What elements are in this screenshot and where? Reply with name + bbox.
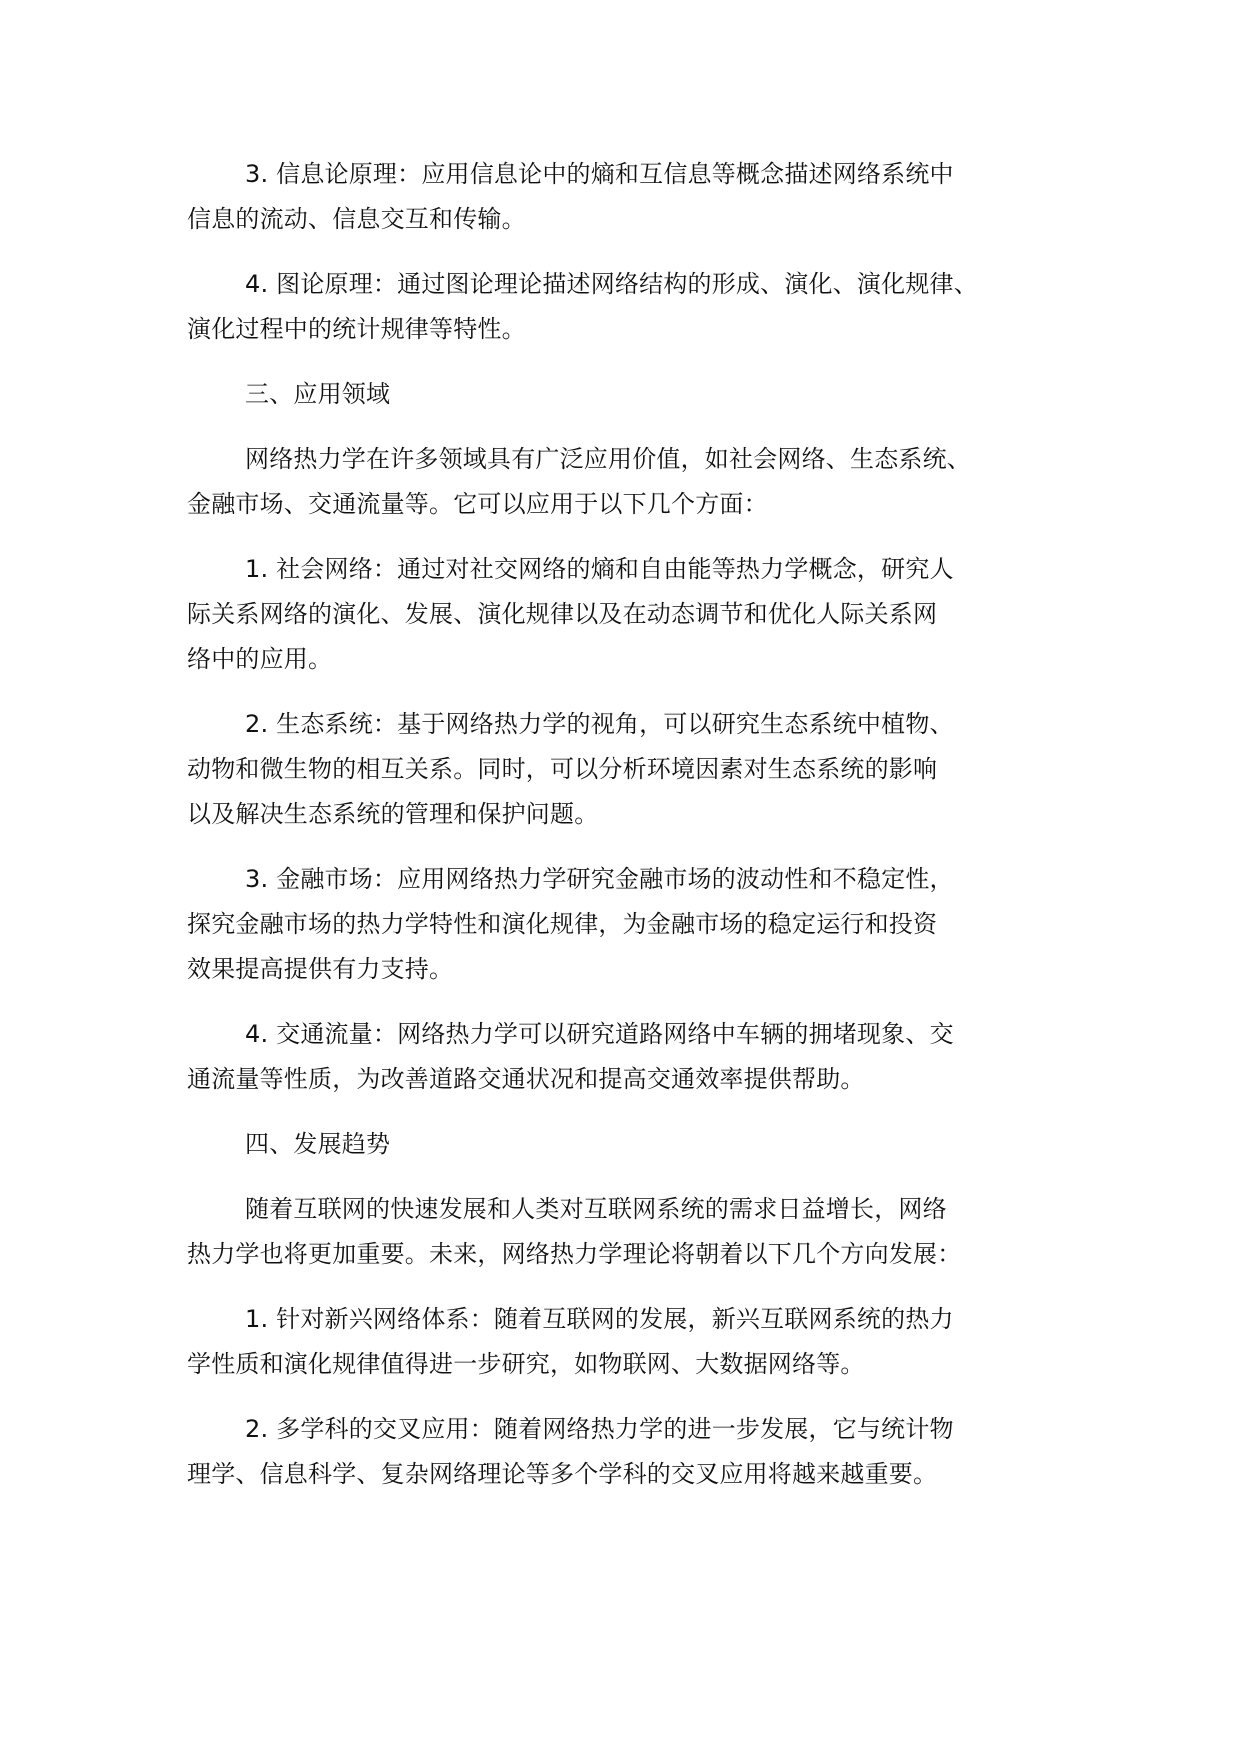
paragraph-graph-theory bbox=[187, 262, 1087, 352]
paragraph-line: 3. 金融市场：应用网络热力学研究金融市场的波动性和不稳定性， bbox=[245, 865, 954, 893]
paragraph-line: 热力学也将更加重要。未来，网络热力学理论将朝着以下几个方向发展： bbox=[187, 1240, 962, 1268]
paragraph-line: 以及解决生态系统的管理和保护问题。 bbox=[187, 800, 599, 828]
section-heading-trends bbox=[187, 1122, 1087, 1167]
paragraph-line: 3. 信息论原理：应用信息论中的熵和互信息等概念描述网络系统中 bbox=[245, 160, 954, 188]
paragraph-line: 学性质和演化规律值得进一步研究，如物联网、大数据网络等。 bbox=[187, 1350, 865, 1378]
paragraph-line: 1. 社会网络：通过对社交网络的熵和自由能等热力学概念，研究人 bbox=[245, 555, 954, 583]
paragraph-emerging-networks bbox=[187, 1297, 1087, 1387]
paragraph-line: 探究金融市场的热力学特性和演化规律，为金融市场的稳定运行和投资 bbox=[187, 910, 938, 938]
paragraph-line: 动物和微生物的相互关系。同时，可以分析环境因素对生态系统的影响 bbox=[187, 755, 938, 783]
paragraph-line: 2. 生态系统：基于网络热力学的视角，可以研究生态系统中植物、 bbox=[245, 710, 954, 738]
section-heading: 四、发展趋势 bbox=[245, 1130, 391, 1158]
document-body bbox=[187, 152, 1087, 1517]
paragraph-social-network bbox=[187, 547, 1087, 682]
paragraph-line: 络中的应用。 bbox=[187, 645, 333, 673]
paragraph-financial-market bbox=[187, 857, 1087, 992]
paragraph-line: 4. 图论原理：通过图论理论描述网络结构的形成、演化、演化规律、 bbox=[245, 270, 978, 298]
paragraph-interdisciplinary bbox=[187, 1407, 1087, 1497]
paragraph-line: 随着互联网的快速发展和人类对互联网系统的需求日益增长，网络 bbox=[245, 1195, 947, 1223]
section-heading: 三、应用领域 bbox=[245, 380, 391, 408]
paragraph-traffic-flow bbox=[187, 1012, 1087, 1102]
paragraph-line: 理学、信息科学、复杂网络理论等多个学科的交叉应用将越来越重要。 bbox=[187, 1460, 938, 1488]
paragraph-information-theory bbox=[187, 152, 1087, 242]
paragraph-line: 际关系网络的演化、发展、演化规律以及在动态调节和优化人际关系网 bbox=[187, 600, 938, 628]
paragraph-line: 效果提高提供有力支持。 bbox=[187, 955, 454, 983]
paragraph-line: 金融市场、交通流量等。它可以应用于以下几个方面： bbox=[187, 490, 768, 518]
paragraph-line: 网络热力学在许多领域具有广泛应用价值，如社会网络、生态系统、 bbox=[245, 445, 971, 473]
paragraph-line: 4. 交通流量：网络热力学可以研究道路网络中车辆的拥堵现象、交 bbox=[245, 1020, 954, 1048]
paragraph-line: 2. 多学科的交叉应用：随着网络热力学的进一步发展，它与统计物 bbox=[245, 1415, 954, 1443]
paragraph-trends-intro bbox=[187, 1187, 1087, 1277]
paragraph-line: 信息的流动、信息交互和传输。 bbox=[187, 205, 526, 233]
section-heading-applications bbox=[187, 372, 1087, 417]
paragraph-ecosystem bbox=[187, 702, 1087, 837]
paragraph-line: 通流量等性质，为改善道路交通状况和提高交通效率提供帮助。 bbox=[187, 1065, 865, 1093]
paragraph-line: 演化过程中的统计规律等特性。 bbox=[187, 315, 526, 343]
paragraph-line: 1. 针对新兴网络体系：随着互联网的发展，新兴互联网系统的热力 bbox=[245, 1305, 954, 1333]
paragraph-applications-intro bbox=[187, 437, 1087, 527]
